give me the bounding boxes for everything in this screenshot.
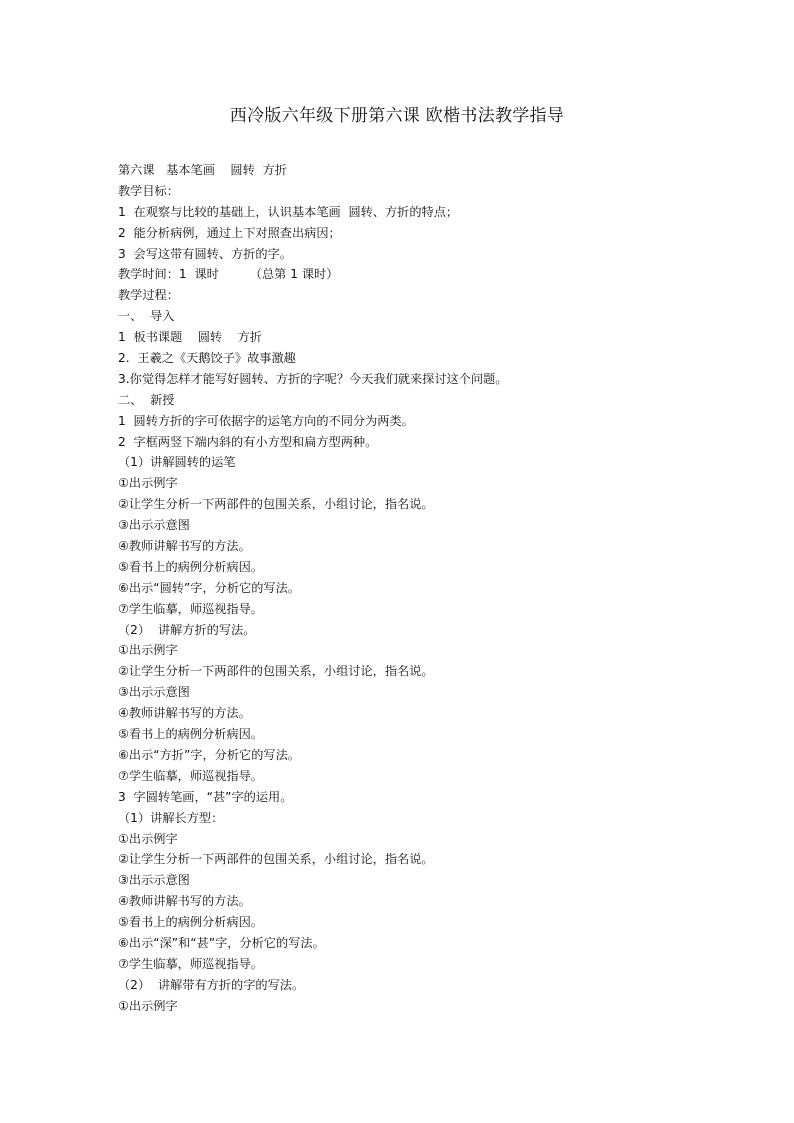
text-line: ⑤看书上的病例分析病因。 (118, 559, 263, 574)
text-line: 教学时间：1 课时 （总第 1 课时） (118, 267, 339, 282)
text-line: ④教师讲解书写的方法。 (118, 706, 251, 721)
text-line: （1）讲解长方型： (118, 810, 224, 825)
document-body (118, 160, 738, 1017)
text-line: 教学过程： (118, 288, 179, 303)
text-line: ①出示例字 (118, 998, 178, 1013)
text-line: 1 圆转方折的字可依据字的运笔方向的不同分为两类。 (118, 413, 414, 428)
text-line: ⑥出示“深”和“甚”字，分析它的写法。 (118, 935, 325, 950)
text-line: （2） 讲解方折的写法。 (118, 622, 256, 637)
text-line: 2. 王羲之《天鹅饺子》故事激趣 (118, 351, 296, 366)
text-line: ①出示例字 (118, 831, 178, 846)
text-line: ⑥出示“圆转”字，分析它的写法。 (118, 580, 300, 595)
text-line: 1 在观察与比较的基础上，认识基本笔画 圆转、方折的特点； (118, 204, 459, 219)
text-line: ⑦学生临摹，师巡视指导。 (118, 768, 263, 783)
text-line: 2 字框两竖下端内斜的有小方型和扁方型两种。 (118, 434, 378, 449)
document-title: 西冷版六年级下册第六课 欧楷书法教学指导 (229, 106, 565, 126)
text-line: ⑦学生临摹，师巡视指导。 (118, 956, 263, 971)
text-line: 第六课 基本笔画 圆转 方折 (118, 163, 287, 177)
text-line: ①出示例字 (118, 643, 178, 658)
text-line: （1）讲解圆转的运笔 (118, 455, 236, 470)
text-line: ④教师讲解书写的方法。 (118, 894, 251, 909)
text-line: ⑤看书上的病例分析病因。 (118, 727, 263, 742)
text-line: ②让学生分析一下两部件的包围关系，小组讨论，指名说。 (118, 664, 434, 679)
text-line: ①出示例字 (118, 476, 178, 491)
text-line: 一、 导入 (118, 309, 175, 324)
text-line: ④教师讲解书写的方法。 (118, 539, 251, 554)
text-line: （2） 讲解带有方折的字的写法。 (118, 977, 305, 992)
text-line: ⑦学生临摹，师巡视指导。 (118, 601, 263, 616)
text-line: 二、 新授 (118, 392, 175, 407)
text-line: ⑤看书上的病例分析病因。 (118, 915, 263, 930)
text-line: ②让学生分析一下两部件的包围关系，小组讨论，指名说。 (118, 852, 434, 867)
text-line: 3 字圆转笔画，“甚”字的运用。 (118, 789, 293, 804)
text-line: 2 能分析病例，通过上下对照查出病因； (118, 225, 341, 240)
text-line: ⑥出示“方折”字，分析它的写法。 (118, 747, 300, 762)
text-line: ③出示示意图 (118, 873, 190, 888)
text-line: 1 板书课题 圆转 方折 (118, 330, 262, 345)
text-line: ②让学生分析一下两部件的包围关系，小组讨论，指名说。 (118, 497, 434, 512)
text-line: 教学目标： (118, 183, 179, 198)
text-line: ③出示示意图 (118, 685, 190, 700)
text-line: 3 会写这带有圆转、方折的字。 (118, 246, 292, 261)
text-line: ③出示示意图 (118, 518, 190, 533)
text-line: 3.你觉得怎样才能写好圆转、方折的字呢？今天我们就来探讨这个问题。 (118, 371, 508, 386)
